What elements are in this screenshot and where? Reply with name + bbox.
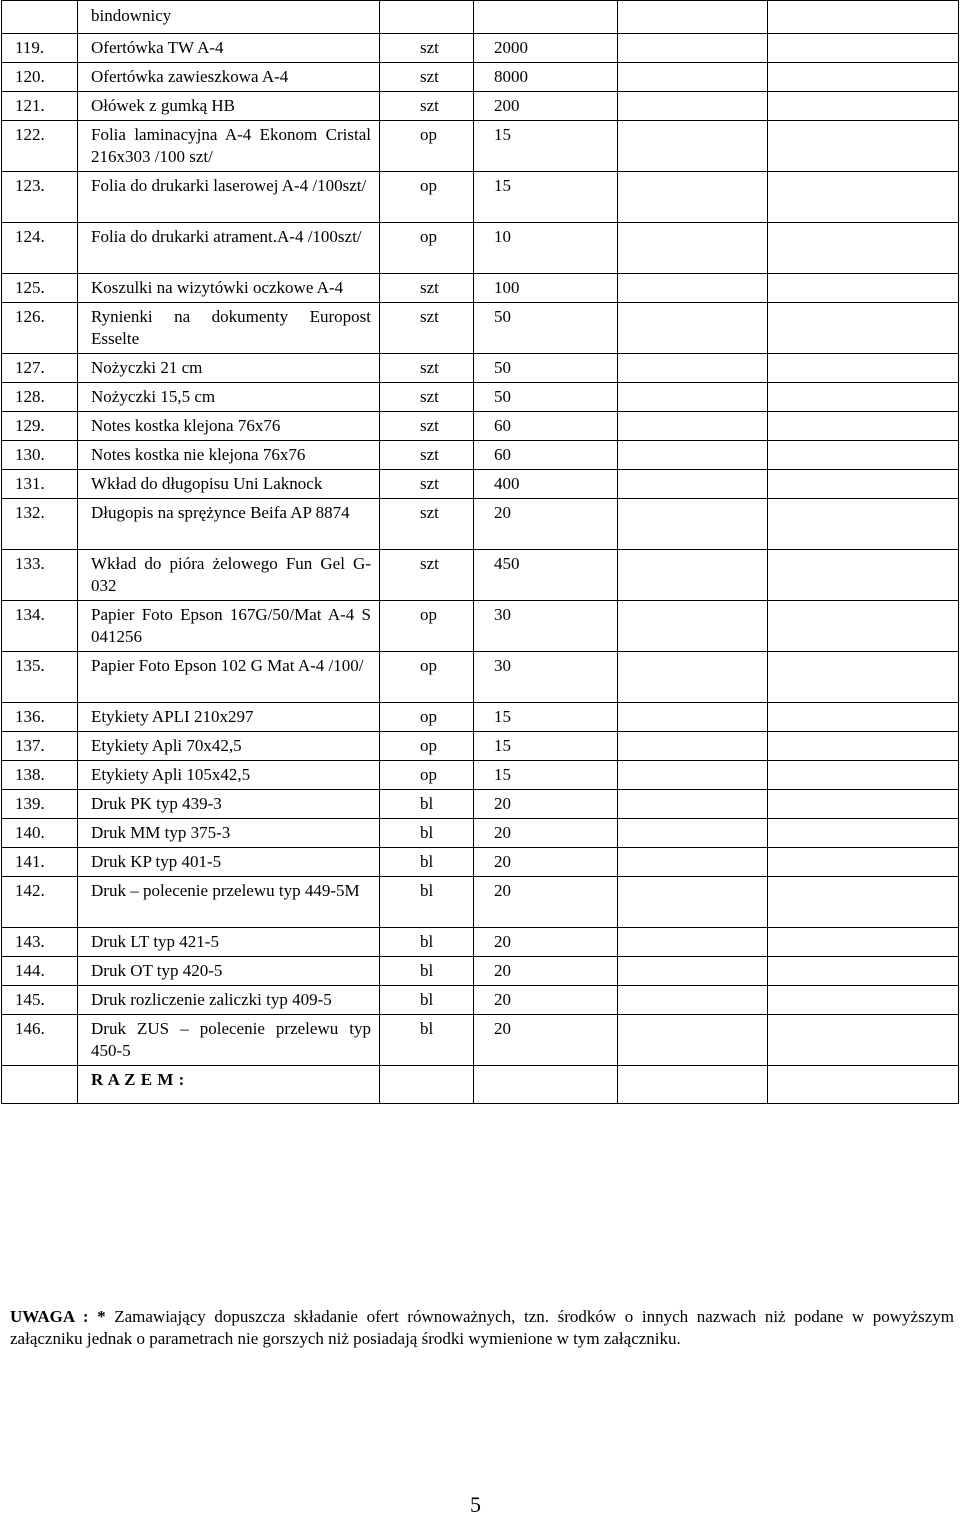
item-quantity: 50 (494, 307, 511, 326)
item-quantity: 20 (494, 823, 511, 842)
item-number: 122. (15, 125, 45, 144)
item-quantity: 15 (494, 736, 511, 755)
item-quantity: 10 (494, 227, 511, 246)
item-unit: bl (420, 932, 434, 951)
item-number: 136. (15, 707, 45, 726)
item-number: 137. (15, 736, 45, 755)
item-number: 126. (15, 307, 45, 326)
item-name: Wkład do pióra żelowego Fun Gel G-032 (91, 554, 371, 595)
item-number: 129. (15, 416, 45, 435)
item-quantity: 60 (494, 416, 511, 435)
item-quantity: 20 (494, 990, 511, 1009)
item-number: 145. (15, 990, 45, 1009)
item-number: 142. (15, 881, 45, 900)
item-number: 128. (15, 387, 45, 406)
table-row (2, 790, 959, 819)
item-name: Papier Foto Epson 167G/50/Mat A-4 S 041256 (91, 605, 371, 646)
item-number: 123. (15, 176, 45, 195)
item-name: Papier Foto Epson 102 G Mat A-4 /100/ (91, 656, 364, 675)
item-quantity: 100 (494, 278, 520, 297)
item-name: Długopis na sprężynce Beifa AP 8874 (91, 503, 350, 522)
item-name: Notes kostka klejona 76x76 (91, 416, 281, 435)
item-number: 146. (15, 1019, 45, 1038)
item-quantity: 60 (494, 445, 511, 464)
item-name: bindownicy (91, 6, 172, 25)
item-number: 119. (15, 38, 45, 57)
item-unit: szt (420, 278, 439, 297)
table-row (2, 703, 959, 732)
table-row (2, 223, 959, 274)
page-number: 5 (470, 1492, 481, 1517)
note-label: UWAGA : * (10, 1307, 106, 1326)
item-unit: op (420, 227, 437, 246)
item-quantity: 400 (494, 474, 520, 493)
item-unit: szt (420, 387, 439, 406)
item-name: Folia laminacyjna A-4 Ekonom Cristal 216x303 /100 szt/ (91, 125, 371, 166)
table-row (2, 652, 959, 703)
table-row (2, 63, 959, 92)
item-name: Druk rozliczenie zaliczki typ 409-5 (91, 990, 332, 1009)
item-quantity: 30 (494, 605, 511, 624)
table-row (2, 354, 959, 383)
item-name: Wkład do długopisu Uni Laknock (91, 474, 323, 493)
item-number: 131. (15, 474, 45, 493)
item-number: 130. (15, 445, 45, 464)
item-name: Notes kostka nie klejona 76x76 (91, 445, 306, 464)
table-row (2, 303, 959, 354)
item-quantity: 20 (494, 932, 511, 951)
table-row (2, 761, 959, 790)
item-unit: szt (420, 503, 439, 522)
item-unit: bl (420, 1019, 434, 1038)
table-row (2, 732, 959, 761)
item-number: 135. (15, 656, 45, 675)
table-row (2, 441, 959, 470)
item-number: 143. (15, 932, 45, 951)
item-quantity: 200 (494, 96, 520, 115)
item-quantity: 2000 (494, 38, 528, 57)
item-unit: op (420, 605, 437, 624)
item-quantity: 20 (494, 503, 511, 522)
item-quantity: 450 (494, 554, 520, 573)
item-name: Etykiety APLI 210x297 (91, 707, 254, 726)
item-number: 141. (15, 852, 45, 871)
item-number: 138. (15, 765, 45, 784)
item-number: 127. (15, 358, 45, 377)
table-row-continuation (2, 1, 959, 34)
item-number: 121. (15, 96, 45, 115)
item-quantity: 20 (494, 881, 511, 900)
table-row (2, 848, 959, 877)
item-unit: op (420, 736, 437, 755)
item-unit: bl (420, 823, 434, 842)
note-paragraph (10, 1306, 954, 1350)
item-number: 144. (15, 961, 45, 980)
item-unit: szt (420, 96, 439, 115)
item-quantity: 15 (494, 125, 511, 144)
item-unit: szt (420, 307, 439, 326)
item-name: Nożyczki 15,5 cm (91, 387, 216, 406)
table-row (2, 550, 959, 601)
item-unit: szt (420, 38, 439, 57)
item-name: Druk MM typ 375-3 (91, 823, 231, 842)
item-quantity: 15 (494, 765, 511, 784)
item-number: 133. (15, 554, 45, 573)
items-table (1, 0, 959, 1104)
item-name: Druk OT typ 420-5 (91, 961, 223, 980)
item-number: 139. (15, 794, 45, 813)
item-unit: bl (420, 990, 434, 1009)
item-unit: szt (420, 358, 439, 377)
item-quantity: 30 (494, 656, 511, 675)
table-row (2, 383, 959, 412)
item-name: Druk ZUS – polecenie przelewu typ 450-5 (91, 1019, 371, 1060)
table-row (2, 92, 959, 121)
table-row (2, 274, 959, 303)
item-name: Etykiety Apli 105x42,5 (91, 765, 251, 784)
item-name: Nożyczki 21 cm (91, 358, 203, 377)
item-unit: szt (420, 67, 439, 86)
item-number: 120. (15, 67, 45, 86)
item-quantity: 50 (494, 387, 511, 406)
item-quantity: 20 (494, 852, 511, 871)
item-quantity: 15 (494, 176, 511, 195)
table-row (2, 601, 959, 652)
item-unit: op (420, 765, 437, 784)
item-number: 140. (15, 823, 45, 842)
table-row (2, 121, 959, 172)
item-name: Druk LT typ 421-5 (91, 932, 219, 951)
total-row (2, 1066, 959, 1104)
item-name: Druk – polecenie przelewu typ 449-5M (91, 881, 360, 900)
item-number: 125. (15, 278, 45, 297)
item-unit: bl (420, 852, 434, 871)
table-row (2, 470, 959, 499)
total-label: R A Z E M : (91, 1070, 185, 1089)
item-name: Ofertówka TW A-4 (91, 38, 224, 57)
table-row (2, 928, 959, 957)
table-row (2, 986, 959, 1015)
item-unit: op (420, 707, 437, 726)
item-name: Druk KP typ 401-5 (91, 852, 222, 871)
table-row (2, 877, 959, 928)
item-quantity: 20 (494, 961, 511, 980)
item-number: 132. (15, 503, 45, 522)
item-unit: op (420, 125, 437, 144)
item-unit: op (420, 656, 437, 675)
table-row (2, 499, 959, 550)
item-name: Etykiety Apli 70x42,5 (91, 736, 242, 755)
item-name: Koszulki na wizytówki oczkowe A-4 (91, 278, 344, 297)
item-name: Ołówek z gumką HB (91, 96, 236, 115)
item-quantity: 20 (494, 1019, 511, 1038)
item-unit: szt (420, 474, 439, 493)
item-number: 124. (15, 227, 45, 246)
item-unit: bl (420, 961, 434, 980)
item-unit: szt (420, 554, 439, 573)
table-row (2, 819, 959, 848)
table-row (2, 34, 959, 63)
item-quantity: 8000 (494, 67, 528, 86)
item-name: Druk PK typ 439-3 (91, 794, 222, 813)
table-row (2, 1015, 959, 1066)
item-name: Folia do drukarki atrament.A-4 /100szt/ (91, 227, 362, 246)
item-unit: szt (420, 445, 439, 464)
item-quantity: 50 (494, 358, 511, 377)
item-unit: op (420, 176, 437, 195)
item-number: 134. (15, 605, 45, 624)
table-row (2, 412, 959, 441)
item-name: Rynienki na dokumenty Europost Esselte (91, 307, 371, 348)
item-name: Folia do drukarki laserowej A-4 /100szt/ (91, 176, 367, 195)
item-quantity: 15 (494, 707, 511, 726)
item-name: Ofertówka zawieszkowa A-4 (91, 67, 289, 86)
item-unit: szt (420, 416, 439, 435)
table-row (2, 172, 959, 223)
item-quantity: 20 (494, 794, 511, 813)
note-text: Zamawiający dopuszcza składanie ofert równoważnych, tzn. środków o innych nazwach niż podane w powyższym załączniku jednak o parametrach nie gorszych niż posiadają środki wymienione w tym załączniku. (10, 1307, 954, 1348)
item-unit: bl (420, 881, 434, 900)
item-unit: bl (420, 794, 434, 813)
table-row (2, 957, 959, 986)
